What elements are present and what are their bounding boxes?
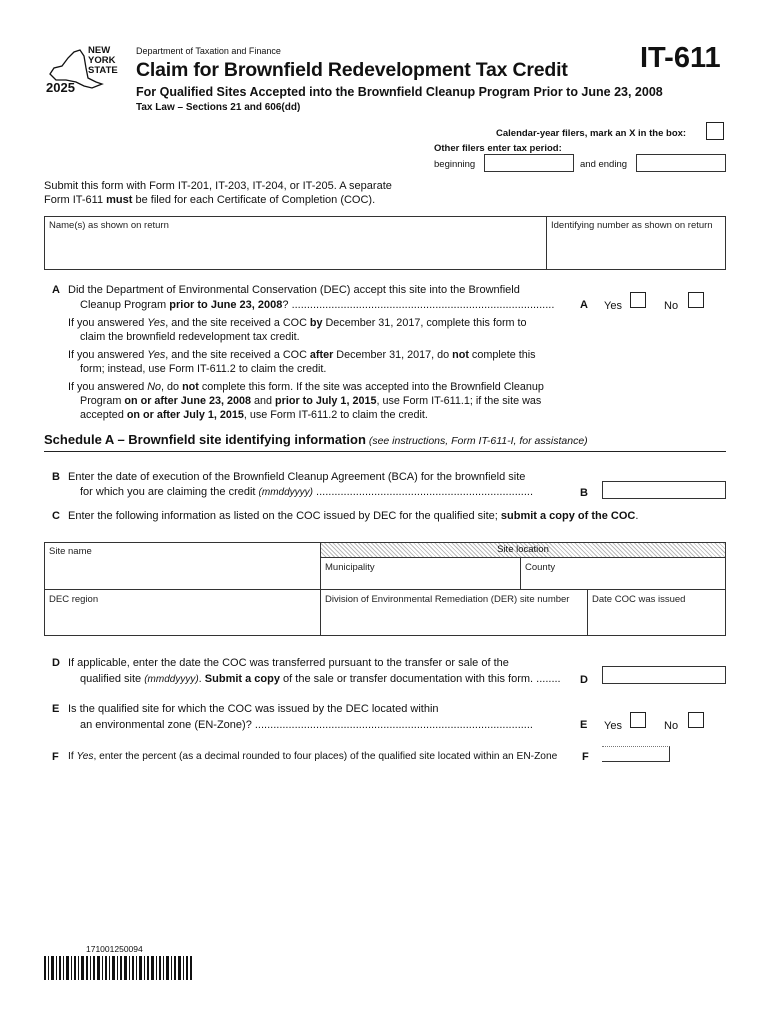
question-a-marker: A — [580, 299, 588, 311]
qa-p1-b: Yes — [147, 317, 166, 329]
qa-p3-k: accepted — [80, 409, 127, 421]
schedule-a-title: Schedule A – Brownfield site identifying information — [44, 432, 366, 447]
qa-l2-b: prior to June 23, 2008 — [169, 299, 283, 311]
beginning-label: beginning — [434, 159, 476, 170]
qa-p1-a: If you answered — [68, 317, 148, 329]
calendar-year-label — [496, 128, 686, 139]
name-field[interactable] — [44, 216, 547, 270]
qa-p1-e: December 31, 2017, complete this form to — [322, 317, 527, 329]
identifying-number-field[interactable] — [546, 216, 726, 270]
qa-p3-f: Program — [80, 395, 125, 407]
site-location-header — [320, 542, 726, 558]
qa-p3-a: If you answered — [68, 381, 148, 393]
question-a-no-checkbox[interactable] — [688, 292, 704, 308]
qf-c: , enter the percent (as a decimal rounded to four places) of the qualified site located within an EN-Zone — [93, 751, 558, 762]
qb-l2-b: (mmddyyyy) — [258, 487, 313, 498]
dec-region-field[interactable] — [44, 589, 321, 636]
qc-a: Enter the following information as listed on the COC issued by DEC for the qualified site; — [68, 510, 501, 522]
period-ending-input[interactable] — [636, 154, 726, 172]
tax-law-reference: Tax Law – Sections 21 and 606(dd) — [136, 102, 301, 113]
question-b-line-2 — [80, 486, 576, 498]
qa-p1-d: by — [309, 317, 323, 329]
form-year: 2025 — [46, 80, 75, 95]
qa-p2-b: Yes — [147, 349, 166, 361]
name-label: Name(s) as shown on return — [49, 220, 169, 231]
schedule-a-heading — [44, 432, 588, 447]
qa-p3-m: , use Form IT-611.2 to claim the credit. — [243, 409, 428, 421]
other-filers-label: Other filers enter tax period: — [434, 143, 562, 154]
der-site-number-label: Division of Environmental Remediation (DER) site number — [325, 594, 570, 605]
calendar-year-checkbox[interactable] — [706, 122, 724, 140]
question-a-note-3c — [80, 409, 428, 421]
site-location-label: Site location — [497, 544, 549, 555]
qb-l2-a: for which you are claiming the credit — [80, 486, 259, 498]
qc-c: . — [635, 510, 639, 522]
form-number: IT-611 — [640, 42, 721, 74]
question-a-note-2 — [68, 349, 536, 361]
qa-l2-c: ? ...................................................................................... — [282, 299, 555, 311]
form-title: Claim for Brownfield Redevelopment Tax Credit — [136, 59, 568, 81]
question-a-yes-label: Yes — [604, 300, 622, 312]
schedule-a-rule — [44, 451, 726, 452]
question-b-date-input[interactable] — [602, 481, 726, 499]
question-e-marker: E — [580, 719, 588, 731]
question-a-yes-checkbox[interactable] — [630, 292, 646, 308]
qd-l2-e: of the sale or transfer documentation with this form. ........ — [279, 673, 561, 685]
period-beginning-input[interactable] — [484, 154, 574, 172]
county-label: County — [525, 562, 556, 573]
department-name: Department of Taxation and Finance — [136, 46, 281, 56]
question-f-percent-input[interactable] — [602, 746, 670, 762]
intro-line-1: Submit this form with Form IT-201, IT-203, IT-204, or IT-205. A separate — [44, 180, 392, 192]
qa-p3-j: , use Form IT-611.1; if the site was — [376, 395, 542, 407]
qa-p2-g: complete this — [468, 349, 536, 361]
question-e-no-label: No — [664, 720, 679, 732]
question-f-marker: F — [582, 751, 589, 763]
question-c-letter: C — [52, 510, 60, 522]
question-a-letter: A — [52, 284, 60, 296]
question-d-line-1: If applicable, enter the date the COC was transferred pursuant to the transfer or sale of the — [68, 657, 509, 669]
question-a-note-3b — [80, 395, 541, 407]
question-e-letter: E — [52, 703, 60, 715]
qf-a: If — [68, 751, 77, 762]
question-b-marker: B — [580, 487, 588, 499]
site-name-field[interactable] — [44, 542, 321, 590]
intro-line-2-b: must — [106, 194, 133, 206]
qa-p3-e: complete this form. If the site was accepted into the Brownfield Cleanup — [198, 381, 544, 393]
question-a-line-2 — [80, 299, 576, 311]
qc-b: submit a copy of the COC — [500, 510, 636, 522]
question-e-line-2: an environmental zone (EN-Zone)? ........................................................................................... — [80, 719, 533, 731]
calendar-year-text: Calendar-year filers, mark an X in the box: — [496, 128, 687, 139]
qa-p3-l: on or after July 1, 2015 — [126, 409, 244, 421]
schedule-a-note: (see instructions, Form IT-611-I, for assistance) — [368, 435, 588, 447]
barcode-number: 171001250094 — [86, 944, 143, 954]
question-f-letter: F — [52, 751, 59, 763]
question-f-text — [68, 751, 557, 762]
dec-region-label: DEC region — [49, 594, 99, 605]
ending-label: and ending — [580, 159, 628, 170]
question-e-line-1: Is the qualified site for which the COC was issued by the DEC located within — [68, 703, 439, 715]
qd-l2-d: Submit a copy — [204, 673, 280, 685]
qa-p2-f: not — [452, 349, 469, 361]
question-a-line-1: Did the Department of Environmental Conservation (DEC) accept this site into the Brownfield — [68, 284, 520, 296]
qa-p2-a: If you answered — [68, 349, 148, 361]
der-site-number-field[interactable] — [320, 589, 588, 636]
question-d-line-2 — [80, 673, 576, 685]
qa-p2-c: , and the site received a COC — [165, 349, 310, 361]
question-d-letter: D — [52, 657, 60, 669]
form-subtitle: For Qualified Sites Accepted into the Brownfield Cleanup Program Prior to June 23, 2008 — [136, 85, 663, 99]
intro-line-2 — [44, 194, 375, 206]
question-b-letter: B — [52, 471, 60, 483]
question-a-note-1 — [68, 317, 527, 329]
barcode-graphic — [44, 956, 192, 980]
date-coc-issued-field[interactable] — [587, 589, 726, 636]
qd-l2-b: (mmddyyyy) — [144, 674, 199, 685]
ny-state-logo — [44, 44, 124, 96]
site-name-label: Site name — [49, 546, 92, 557]
intro-line-2-c: be filed for each Certificate of Completion (COC). — [132, 194, 376, 206]
qd-l2-a: qualified site — [80, 673, 145, 685]
question-a-no-label: No — [664, 300, 679, 312]
qa-p3-g: on or after June 23, 2008 — [124, 395, 252, 407]
qa-p3-c: , do — [161, 381, 183, 393]
qb-l2-c: ....................................................................... — [312, 486, 534, 498]
question-a-note-2b: form; instead, use Form IT-611.2 to claim the credit. — [80, 363, 327, 375]
barcode — [44, 956, 192, 980]
question-d-date-input[interactable] — [602, 666, 726, 684]
question-e-yes-label: Yes — [604, 720, 622, 732]
question-e-yes-checkbox[interactable] — [630, 712, 646, 728]
qa-p3-b: No — [147, 381, 162, 393]
qa-p2-e: December 31, 2017, do — [333, 349, 453, 361]
qa-l2-a: Cleanup Program — [80, 299, 170, 311]
question-c-text — [68, 510, 638, 522]
logo-text: NEW YORK STATE — [88, 45, 118, 76]
qf-b: Yes — [76, 751, 94, 762]
municipality-label: Municipality — [325, 562, 375, 573]
question-a-note-3 — [68, 381, 544, 393]
question-d-marker: D — [580, 674, 588, 686]
question-a-note-1b: claim the brownfield redevelopment tax credit. — [80, 331, 300, 343]
qa-p3-i: prior to July 1, 2015 — [275, 395, 377, 407]
qa-p3-h: and — [251, 395, 276, 407]
intro-line-2-a: Form IT-611 — [44, 194, 107, 206]
date-coc-issued-label: Date COC was issued — [592, 594, 686, 605]
identifying-number-label: Identifying number as shown on return — [551, 220, 713, 231]
question-e-no-checkbox[interactable] — [688, 712, 704, 728]
county-field[interactable] — [520, 557, 726, 590]
question-b-line-1: Enter the date of execution of the Brownfield Cleanup Agreement (BCA) for the brownfield site — [68, 471, 526, 483]
qa-p1-c: , and the site received a COC — [165, 317, 310, 329]
qd-l2-c: . — [198, 673, 205, 685]
qa-p2-d: after — [309, 349, 334, 361]
municipality-field[interactable] — [320, 557, 521, 590]
qa-p3-d: not — [182, 381, 199, 393]
